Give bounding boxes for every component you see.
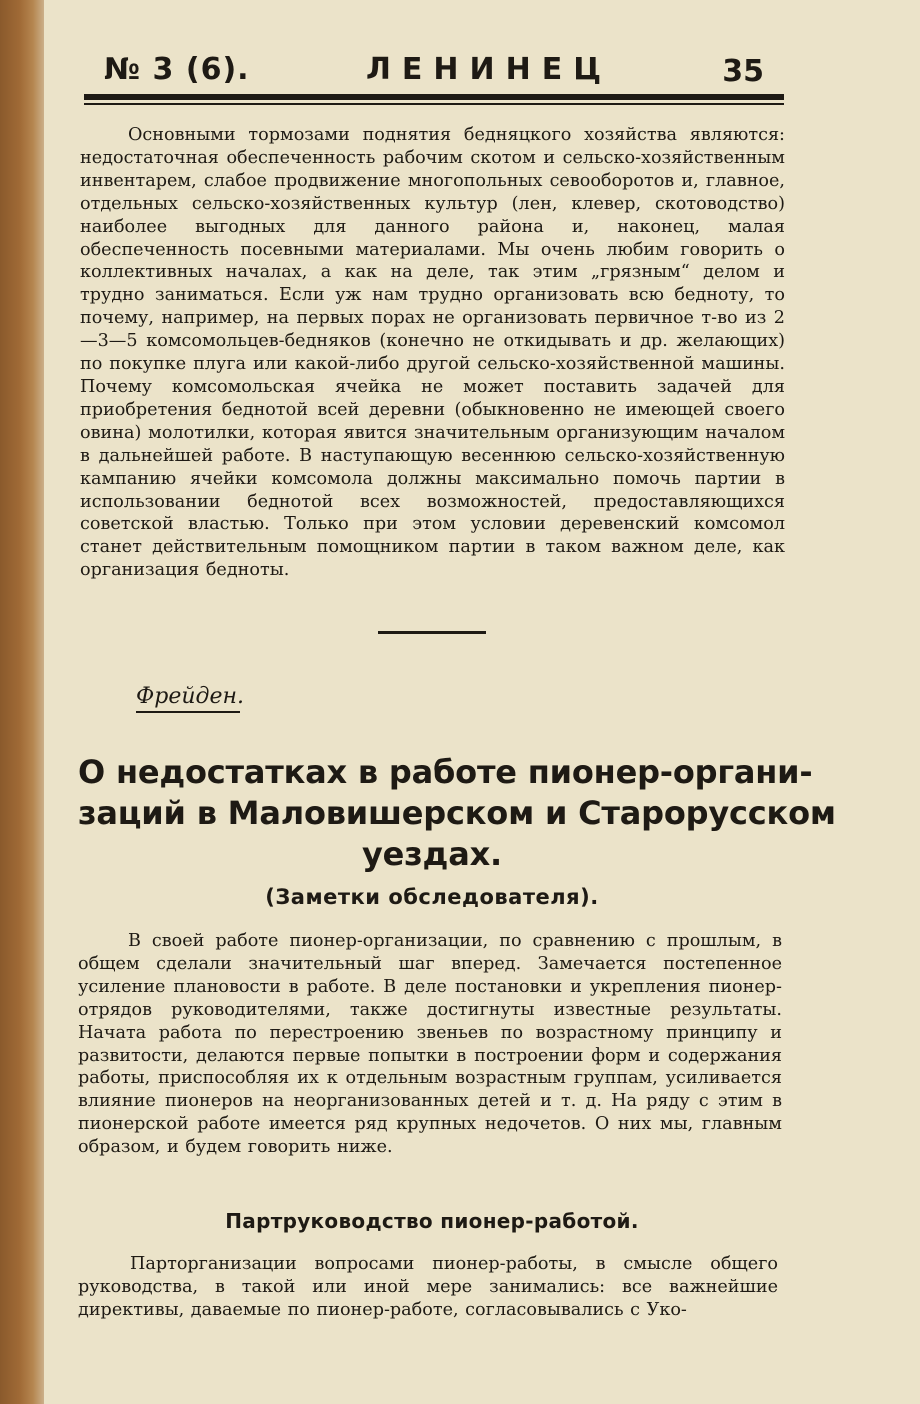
book-spine-edge — [0, 0, 44, 1404]
article-title-line: уездах. — [362, 835, 502, 873]
article-title-line: О недостатках в работе пионер-органи- — [78, 753, 813, 791]
article-continuation-paragraph: Основными тормозами поднятия бедняцкого хозяйства являются: недостаточная обеспеченность рабочим скотом и сельско-хозяйственным инвентарем, слабое продвижение многопольных севооборотов и, главное, отдельных сельско-хозяйственных культур (лен, клевер, скотоводство) наиболее выгодных для данного района и, наконец, малая обеспеченность посевными материалами. Мы очень любим говорить о коллективных началах, а как на деле, так этим „грязным“ делом и трудно заниматься. Если уж нам трудно организовать всю бедноту, то почему, например, на первых порах не организовать первичное т-во из 2—3—5 комсомольцев-бедняков (конечно не откидывать и др. желающих) по покупке плуга или какой-либо другой сельско-хозяйственной машины. Почему комсомольская ячейка не может поставить задачей для приобретения беднотой всей деревни (обыкновенно не имеющей своего овина) молотилки, которая явится значительным организующим началом в дальнейшей работе. В наступающую весеннюю сельско-хозяйственную кампанию ячейки комсомола должны максимально помочь партии в использовании беднотой всех возможностей, предоставляющихся советской властью. Только при этом условии деревенский комсомол станет действительным помощником партии в таком важном деле, как организация бедноты. — [80, 125, 785, 581]
article-title-line: заций в Маловишерском и Старорусском — [78, 794, 836, 832]
section-heading: Партруководство пионер-работой. — [225, 1209, 639, 1233]
journal-masthead: ЛЕНИНЕЦ — [366, 52, 613, 87]
issue-number: № 3 (6). — [104, 52, 250, 87]
section-paragraph: Парторганизации вопросами пионер-работы, в смысле общего руководства, в такой или иной мере занимались: все важнейшие директивы, даваемые по пионер-работе, согласовывались с Уко- — [78, 1254, 778, 1320]
page-number: 35 — [722, 54, 764, 89]
article-title — [78, 752, 836, 875]
article-divider — [378, 631, 486, 634]
article-author: Фрейден. — [136, 684, 240, 713]
header-rule-thick — [84, 94, 784, 100]
article-intro-paragraph: В своей работе пионер-организации, по сравнению с прошлым, в общем сделали значительный шаг вперед. Замечается постепенное усиление плановости в работе. В деле постановки и укрепления пионер-отрядов руководителями, также достигнуты известные результаты. Начата работа по перестроению звеньев по возрастному принципу и развитости, делаются первые попытки в построении форм и содержания работы, приспособляя их к отдельным возрастным группам, усиливается влияние пионеров на неорганизованных детей и т. д. На ряду с этим в пионерской работе имеется ряд крупных недочетов. О них мы, главным образом, и будем говорить ниже. — [78, 931, 782, 1158]
page-header — [104, 52, 764, 92]
header-rule-thin — [84, 103, 784, 105]
article-subtitle: (Заметки обследователя). — [265, 885, 599, 909]
